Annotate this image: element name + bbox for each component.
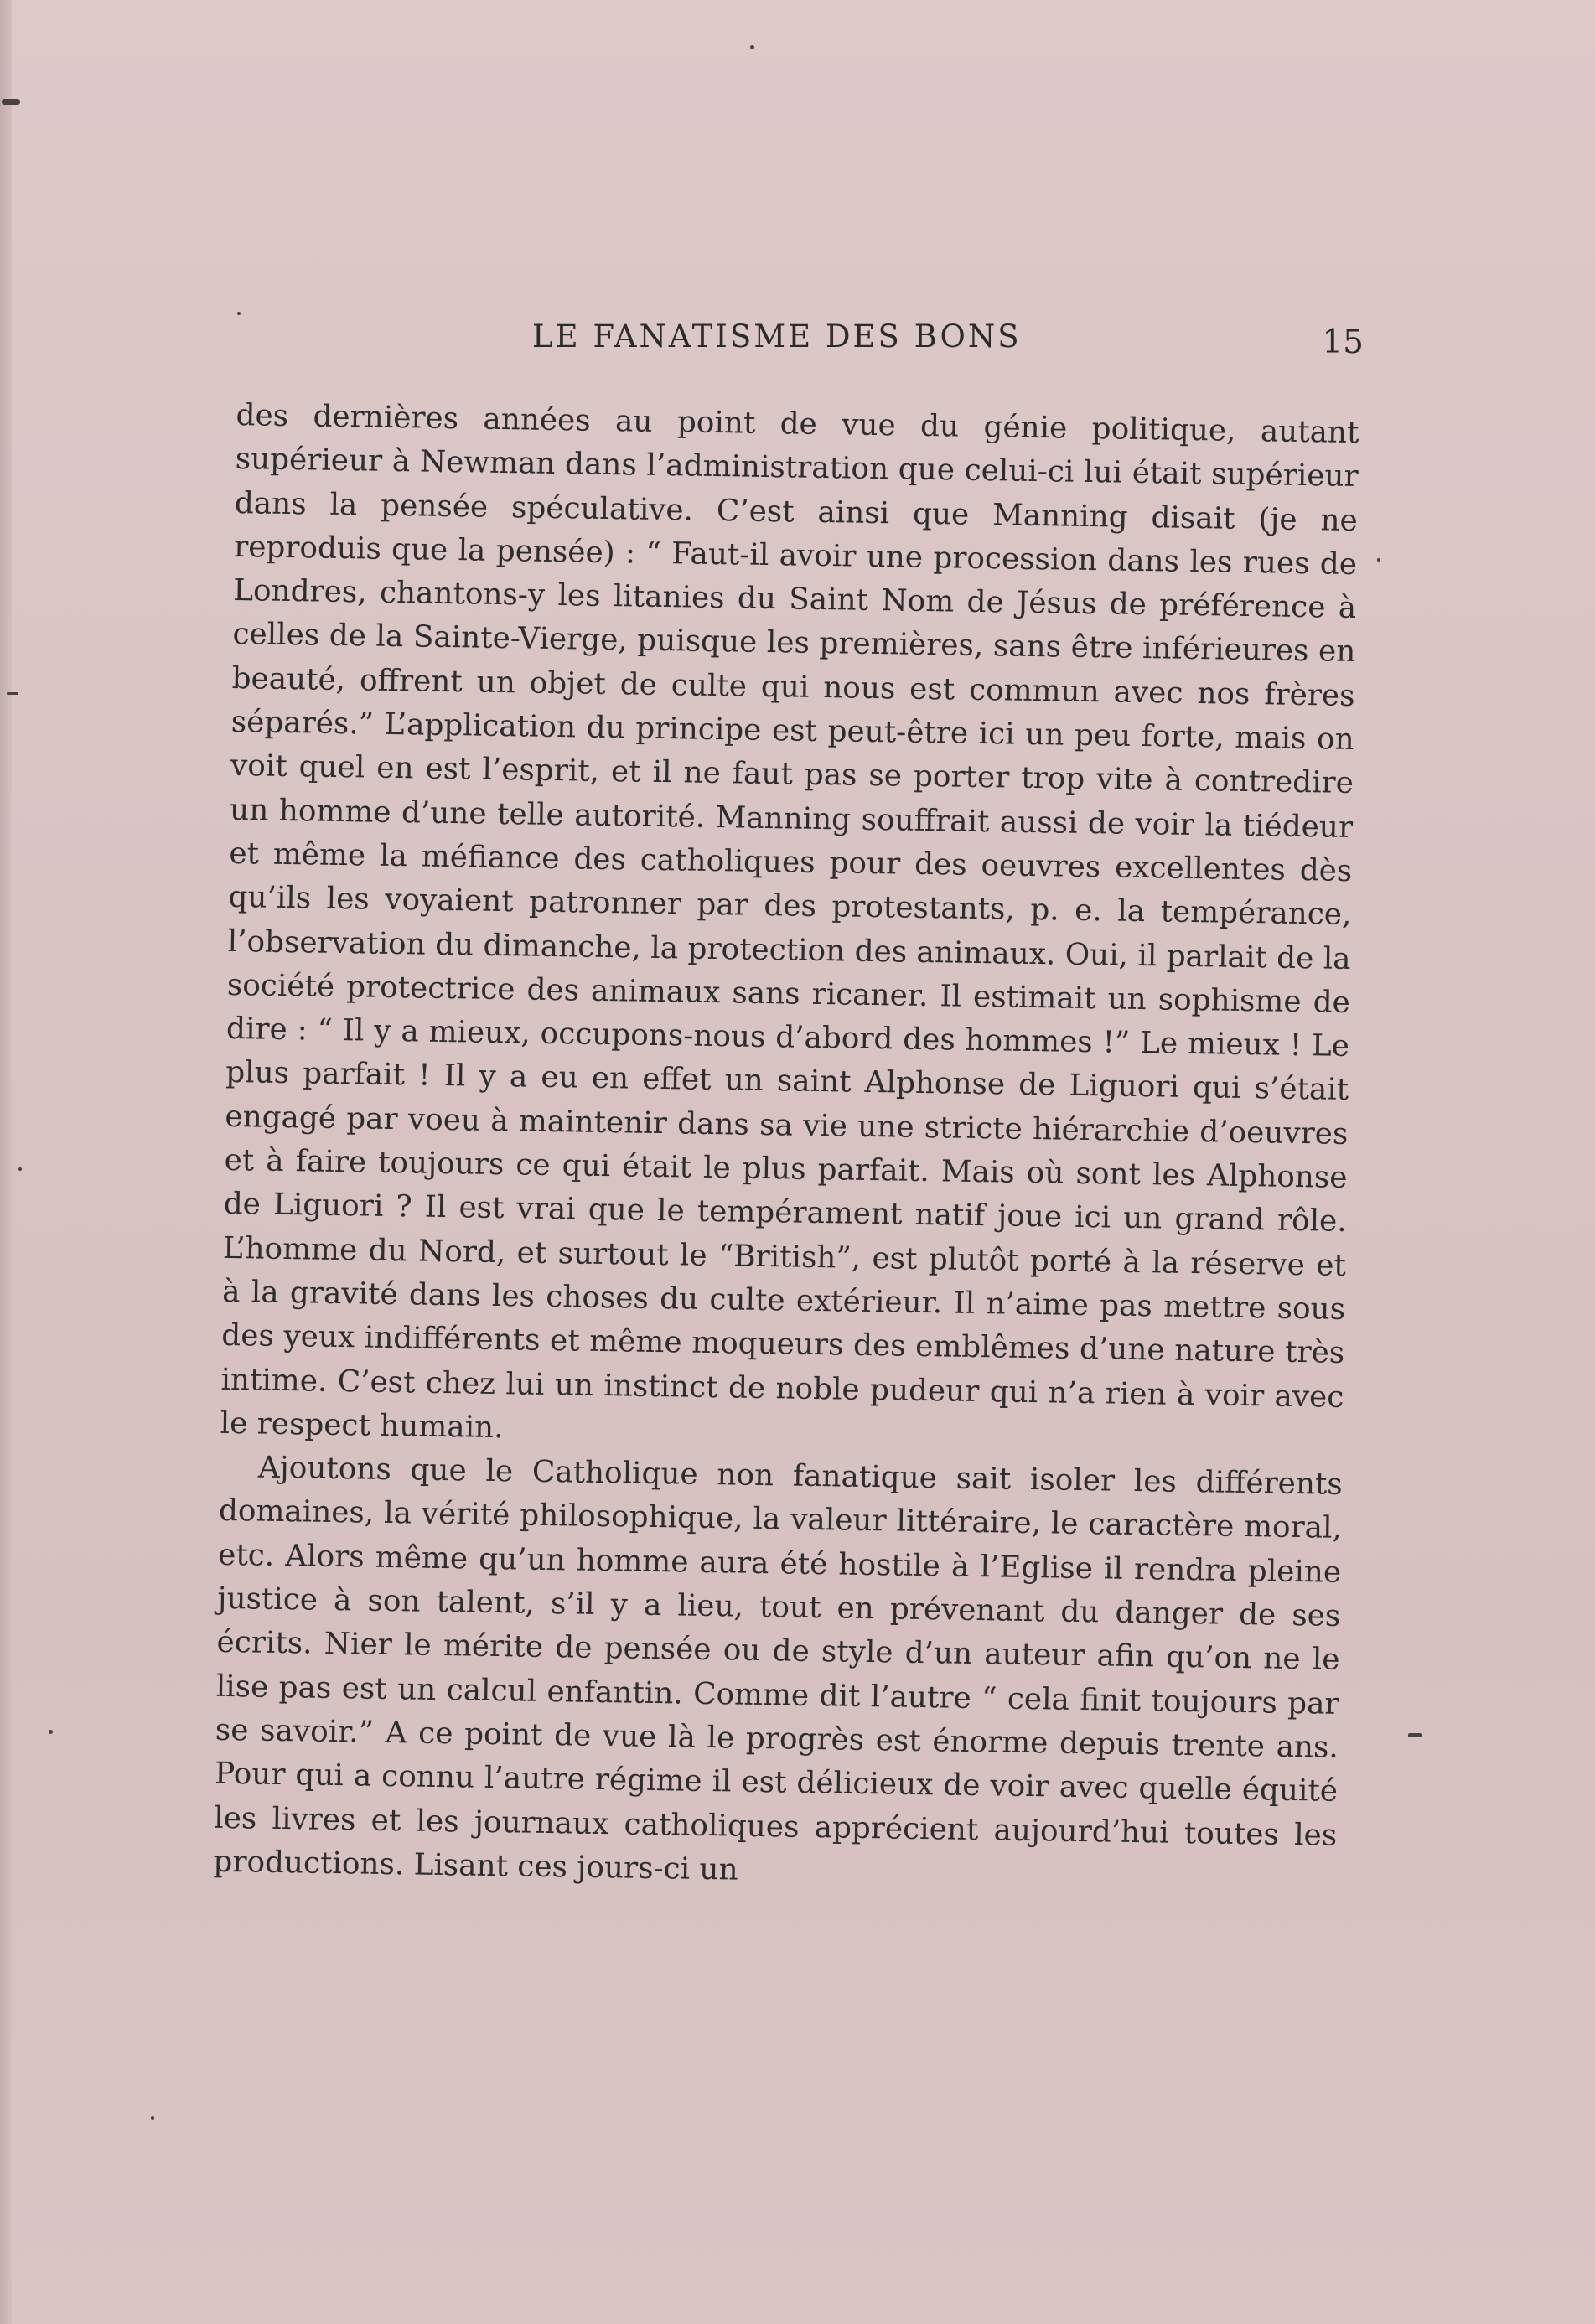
paper-speck (237, 312, 241, 315)
paper-speck (49, 1730, 53, 1734)
paper-speck (7, 692, 18, 695)
paper-speck (18, 1167, 22, 1171)
body-text (210, 394, 1359, 2079)
page-number: 15 (1322, 323, 1364, 361)
paper-speck (750, 45, 754, 49)
page-header (235, 312, 1370, 362)
running-title: LE FANATISME DES BONS (532, 318, 1022, 355)
paper-speck (1408, 1733, 1422, 1737)
paper-speck (151, 2116, 154, 2120)
paragraph-ajoutons: Ajoutons que le Catholique non fanatique sait isoler les différents domaines, la vérité philosophique, la valeur littéraire, le caractère moral, etc. Alors même qu’un homme aura été hostile à l’Eglise il rendra pleine justice à son talent, s’il y a lieu, tout en prévenant du danger de ses écrits. Nier le mérite de pensée ou de style d’un auteur afin qu’on ne le lise pas est un calcul enfantin. Comme dit l’autre “ cela finit toujours par se savoir.” A ce point de vue là le progrès est énorme depuis trente ans. Pour qui a connu l’autre régime il est délicieux de voir avec quelle équité les livres et les journaux catholiques apprécient aujourd’hui toutes les productions. Lisant ces jours-ci un (213, 1450, 1344, 1887)
paragraph-continuation: des dernières années au point de vue du génie politique, autant supérieur à Newman dans l’administration que celui-ci lui était supérieur dans la pensée spéculative. C’est ainsi que Manning disait (je ne reproduis que la pensée) : “ Faut-il avoir une procession dans les rues de Londres, chantons-y les litanies du Saint Nom de Jésus de préférence à celles de la Sainte-Vierge, puisque les premières, sans être inférieures en beauté, offrent un objet de culte qui nous est commun avec nos frères séparés.” L’application du principe est peut-être ici un peu forte, mais on voit quel en est l’esprit, et il ne faut pas se porter trop vite à contredire un homme d’une telle autorité. Manning souffrait aussi de voir la tiédeur et même la méfiance des catholiques pour des oeuvres excellentes dès qu’ils les voyaient patronner par des protestants, p. e. la tempérance, l’observation du dimanche, la protection des animaux. Oui, il parlait de la société protectrice des animaux sans ricaner. Il estimait un sophisme de dire : “ Il y a mieux, occupons-nous d’abord des hommes !” Le mieux ! Le plus parfait ! Il y a eu en effet un saint Alphonse de Liguori qui s’était engagé par voeu à maintenir dans sa vie une stricte hiérarchie d’oeuvres et à faire toujours ce qui était le plus parfait. Mais où sont les Alphonse de Liguori ? Il est vrai que le tempérament natif joue ici un grand rôle. L’homme du Nord, et surtout le “British”, est plutôt porté à la réserve et à la gravité dans les choses du culte extérieur. Il n’aime pas mettre sous des yeux indifférents et même moqueurs des emblêmes d’une nature très intime. C’est chez lui un instinct de noble pudeur qui n’a rien à voir avec le respect humain. (220, 397, 1359, 1445)
paper-speck (1377, 558, 1380, 562)
page-left-edge (0, 0, 12, 2324)
paper-speck (2, 99, 20, 105)
